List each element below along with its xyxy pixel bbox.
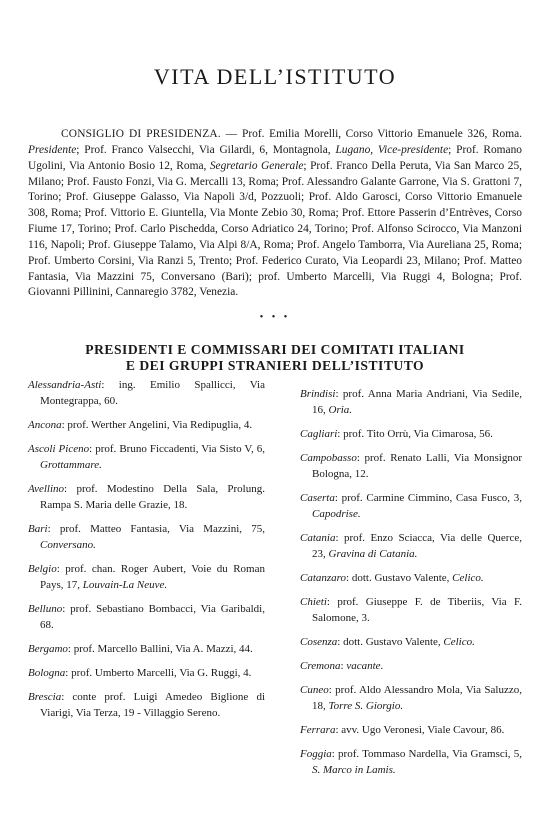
- committee-details: prof. Werther Angelini, Via Redipuglia, 4.: [67, 419, 253, 431]
- committee-details: prof. Tommaso Nardella, Via Gramsci, 5,: [338, 748, 522, 760]
- committee-place: Avellino: [28, 483, 65, 495]
- committee-details: prof. chan. Roger Aubert, Voie du Roman Pays, 17,: [40, 563, 265, 591]
- council-body: [28, 128, 522, 298]
- committee-details: prof. Enzo Sciacca, Via delle Querce, 23,: [312, 532, 522, 560]
- committee-entry: Cremona: vacante.: [300, 660, 384, 672]
- committee-place: Alessandria-Asti: [28, 379, 102, 391]
- page-title: VITA DELL’ISTITUTO: [153, 64, 397, 89]
- council-run: ; Prof. Franco Della Peruta, Via San Marco 25, Milano; Prof. Fausto Fonzi, Via G. Mercalli 13, Roma; Prof. Alessandro Galante Garrone, Via S. Grattoni 7, Torino; Prof. Giuseppe Galasso, Via Napoli 3/d, Pozzuoli; Prof. Aldo Garosci, Corso Vittorio Emanuele 308, Roma; Prof. Vittorio E. Giuntella, Via Monte Zebio 30, Roma; Prof. Ettore Passerin d’Entrèves, Corso Fiume 17, Torino; Prof. Carlo Pischedda, Corso Adriatico 24, Torino; Prof. Alfonso Scirocco, Via Manzoni 116, Napoli; Prof. Giuseppe Talamo, Via Alpi 8/A, Roma; Prof. Angelo Tamborra, Via Aureliana 25, Roma; Prof. Umberto Corsini, Via Ranzi 5, Trento; Prof. Federico Curato, Via Leopardi 23, Milano; Prof. Matteo Fantasia, Via Mazzini 75, Conversano (Bari); prof. Umberto Marcelli, Via Ruggi 4, Bologna; Prof. Giovanni Pillinini, Cannaregio 3782, Venezia.: [28, 159, 522, 299]
- committee-details-italic: Oria.: [328, 404, 353, 416]
- committee-details-italic: Celico.: [452, 572, 484, 584]
- section-heading-line-1: PRESIDENTI E COMMISSARI DEI COMITATI ITALIANI: [85, 342, 465, 357]
- section-heading-line-2: E DEI GRUPPI STRANIERI DELL’ISTITUTO: [125, 358, 425, 373]
- committee-place: Catania: [300, 532, 336, 544]
- left-column: [28, 377, 265, 729]
- committee-place: Ascoli Piceno: [28, 443, 90, 455]
- council-run-italic: Presidente: [28, 143, 77, 156]
- council-heading: CONSIGLIO DI PRESIDENZA. —: [61, 128, 243, 140]
- committee-place: Belgio: [28, 563, 57, 575]
- committee-entry: Ascoli Piceno: prof. Bruno Ficcadenti, Via Sisto V, 6, Grottammare.: [28, 443, 265, 471]
- committee-place: Catanzaro: [300, 572, 347, 584]
- committee-place: Bergamo: [28, 643, 68, 655]
- committee-details-italic: Conversano.: [40, 539, 96, 551]
- committee-entry: Belluno: prof. Sebastiano Bombacci, Via Garibaldi, 68.: [28, 603, 265, 631]
- council-run: ; Prof. Franco Valsecchi, Via Gilardi, 6, Montagnola,: [76, 143, 336, 156]
- committee-details-italic: Celico.: [443, 636, 475, 648]
- committee-place: Ferrara: [300, 724, 336, 736]
- committee-details-italic: S. Marco in Lamis.: [312, 764, 396, 776]
- committee-entry: Foggia: prof. Tommaso Nardella, Via Gramsci, 5, S. Marco in Lamis.: [300, 748, 522, 776]
- section-separator: • • •: [259, 312, 291, 323]
- committee-entry: Bari: prof. Matteo Fantasia, Via Mazzini, 75, Conversano.: [28, 523, 265, 551]
- committee-details-italic: Grottammare.: [40, 459, 102, 471]
- committee-place: Brindisi: [300, 388, 336, 400]
- committee-entry: Brindisi: prof. Anna Maria Andriani, Via Sedile, 16, Oria.: [300, 388, 522, 416]
- committee-details-italic: Gravina di Catania.: [328, 548, 418, 560]
- committee-entry: Catanzaro: dott. Gustavo Valente, Celico.: [300, 572, 484, 584]
- committee-place: Cuneo: [300, 684, 329, 696]
- committee-place: Caserta: [300, 492, 335, 504]
- committee-place: Cremona: [300, 660, 341, 672]
- committee-place: Brescia: [28, 691, 62, 703]
- committee-details-italic: Torre S. Giorgio.: [328, 700, 404, 712]
- section-heading: [28, 342, 522, 374]
- committee-entry: Ancona: prof. Werther Angelini, Via Redipuglia, 4.: [28, 419, 253, 431]
- committee-entry: Belgio: prof. chan. Roger Aubert, Voie du Roman Pays, 17, Louvain-La Neuve.: [28, 563, 265, 591]
- document-page: [28, 0, 522, 824]
- committee-details: prof. Modestino Della Sala, Prolung. Rampa S. Maria delle Grazie, 18.: [40, 483, 265, 511]
- committee-place: Campobasso: [300, 452, 357, 464]
- council-run: Prof. Emilia Morelli, Corso Vittorio Emanuele 326, Roma.: [242, 128, 522, 140]
- committee-place: Cagliari: [300, 428, 338, 440]
- committee-place: Chieti: [300, 596, 327, 608]
- committee-entry: Catania: prof. Enzo Sciacca, Via delle Querce, 23, Gravina di Catania.: [300, 532, 522, 560]
- committee-place: Belluno: [28, 603, 63, 615]
- committee-details: dott. Gustavo Valente,: [343, 636, 444, 648]
- committee-details: prof. Tito Orrù, Via Cimarosa, 56.: [343, 428, 493, 440]
- committee-place: Foggia: [300, 748, 332, 760]
- committee-entry: Caserta: prof. Carmine Cimmino, Casa Fusco, 3, Capodrise.: [300, 492, 522, 520]
- committee-details: prof. Matteo Fantasia, Via Mazzini, 75,: [59, 523, 265, 535]
- committee-details: ing. Emilio Spallicci, Via Montegrappa, 60.: [40, 379, 265, 407]
- council-run: ; Prof. Romano Ugolini, Via Antonio Bosio 12, Roma,: [28, 143, 522, 172]
- committee-entry: Cagliari: prof. Tito Orrù, Via Cimarosa, 56.: [300, 428, 493, 440]
- committee-details: prof. Bruno Ficcadenti, Via Sisto V, 6,: [95, 443, 265, 455]
- committee-details: conte prof. Luigi Amedeo Biglione di Viarigi, Via Terza, 19 - Villaggio Sereno.: [40, 691, 265, 719]
- committee-entry: Cuneo: prof. Aldo Alessandro Mola, Via Saluzzo, 18, Torre S. Giorgio.: [300, 684, 522, 712]
- committee-entry: Brescia: conte prof. Luigi Amedeo Biglione di Viarigi, Via Terza, 19 - Villaggio Sereno.: [28, 691, 265, 719]
- committee-details-italic: Capodrise.: [312, 508, 361, 520]
- council-run-italic: Segretario Generale: [209, 159, 304, 172]
- committee-details-italic: vacante.: [346, 660, 384, 672]
- committee-details-italic: Louvain-La Neuve.: [82, 579, 168, 591]
- committee-entry: Chieti: prof. Giuseppe F. de Tiberiis, Via F. Salomone, 3.: [300, 596, 522, 624]
- committee-entry: Bologna: prof. Umberto Marcelli, Via G. Ruggi, 4.: [28, 667, 252, 679]
- committee-entry: Bergamo: prof. Marcello Ballini, Via A. Mazzi, 44.: [28, 643, 253, 655]
- right-column: [300, 386, 522, 786]
- committee-entry: Ferrara: avv. Ugo Veronesi, Viale Cavour, 86.: [300, 724, 505, 736]
- committee-details: avv. Ugo Veronesi, Viale Cavour, 86.: [341, 724, 505, 736]
- committee-place: Bologna: [28, 667, 66, 679]
- committee-place: Bari: [28, 523, 48, 535]
- committee-entry: Cosenza: dott. Gustavo Valente, Celico.: [300, 636, 475, 648]
- council-paragraph: [28, 127, 522, 301]
- committee-entry: Avellino: prof. Modestino Della Sala, Prolung. Rampa S. Maria delle Grazie, 18.: [28, 483, 265, 511]
- committee-place: Cosenza: [300, 636, 338, 648]
- committee-details: prof. Carmine Cimmino, Casa Fusco, 3,: [341, 492, 522, 504]
- committee-details: prof. Aldo Alessandro Mola, Via Saluzzo, 18,: [312, 684, 522, 712]
- committee-details: prof. Anna Maria Andriani, Via Sedile, 16,: [312, 388, 522, 416]
- committee-details: prof. Umberto Marcelli, Via G. Ruggi, 4.: [71, 667, 252, 679]
- committee-entry: Alessandria-Asti: ing. Emilio Spallicci, Via Montegrappa, 60.: [28, 379, 265, 407]
- committee-entry: Campobasso: prof. Renato Lalli, Via Monsignor Bologna, 12.: [300, 452, 522, 480]
- committee-details: prof. Marcello Ballini, Via A. Mazzi, 44.: [73, 643, 253, 655]
- council-run-italic: Lugano, Vice-presidente: [335, 143, 449, 156]
- committee-details: dott. Gustavo Valente,: [351, 572, 453, 584]
- committee-place: Ancona: [28, 419, 62, 431]
- committee-details: prof. Renato Lalli, Via Monsignor Bologna, 12.: [312, 452, 522, 480]
- committee-details: prof. Giuseppe F. de Tiberiis, Via F. Salomone, 3.: [312, 596, 522, 624]
- committee-details: prof. Sebastiano Bombacci, Via Garibaldi, 68.: [40, 603, 265, 631]
